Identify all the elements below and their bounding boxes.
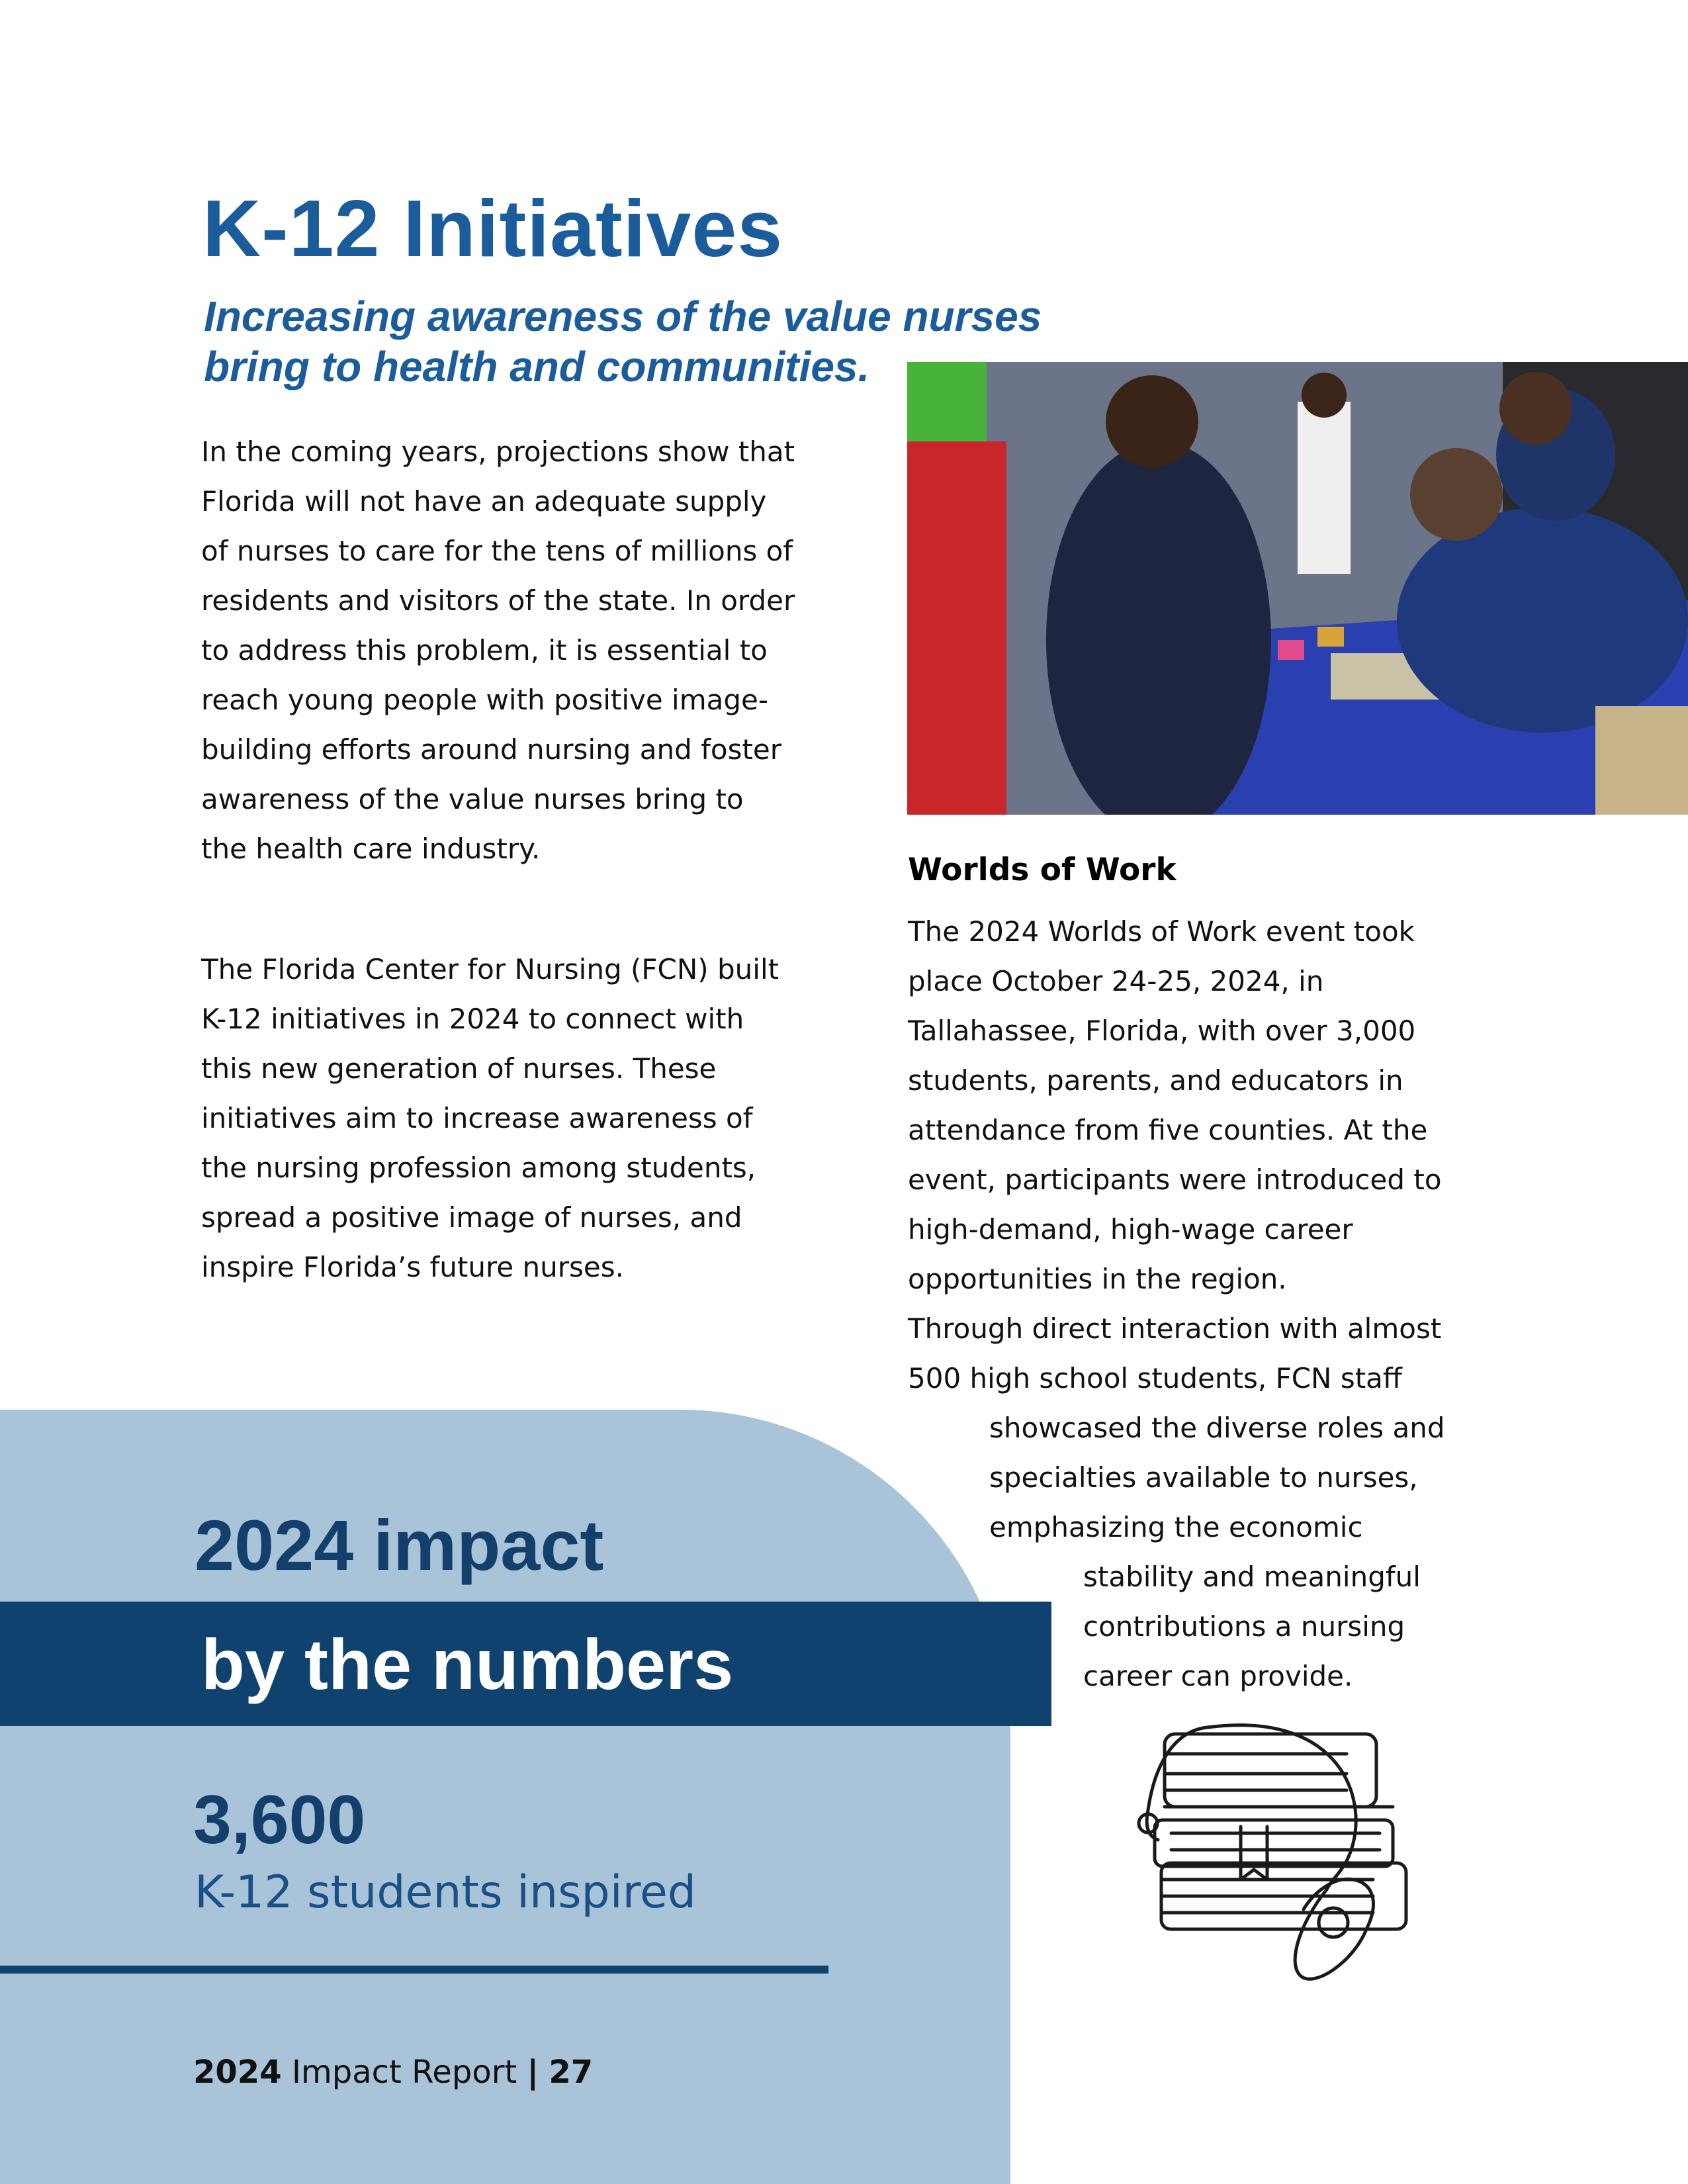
wow-line: career can provide.: [1083, 1660, 1353, 1692]
worlds-of-work-text: [908, 907, 1570, 1701]
wow-line: 500 high school students, FCN staff: [908, 1362, 1402, 1394]
footer-page-number: 27: [549, 2054, 594, 2091]
wow-line: Through direct interaction with almost: [908, 1312, 1442, 1345]
wow-line: attendance from five counties. At the: [908, 1114, 1428, 1146]
wow-line: specialties available to nurses,: [989, 1461, 1418, 1494]
page-subtitle: Increasing awareness of the value nurses bring to health and communities.: [204, 293, 1042, 390]
career-fair-photo: [907, 362, 1688, 815]
footer-year: 2024: [193, 2054, 282, 2091]
wow-line: showcased the diverse roles and: [989, 1412, 1445, 1444]
impact-heading-line-1: 2024 impact: [195, 1505, 604, 1585]
footer-report-name: Impact Report: [291, 2054, 517, 2091]
wow-line: event, participants were introduced to: [908, 1163, 1442, 1196]
wow-line: contributions a nursing: [1083, 1610, 1405, 1643]
wow-line: opportunities in the region.: [908, 1263, 1287, 1295]
page-title: K-12 Initiatives: [202, 183, 783, 273]
worlds-of-work-heading: Worlds of Work: [908, 852, 1177, 888]
stat-label: K-12 students inspired: [195, 1866, 697, 1919]
wow-line: stability and meaningful: [1083, 1561, 1421, 1593]
stat-value: 3,600: [193, 1782, 366, 1858]
wow-line: emphasizing the economic: [989, 1511, 1363, 1543]
intro-paragraph-2: The Florida Center for Nursing (FCN) built K-12 initiatives in 2024 to connect with this new generation of nurses. These initiatives aim to increase awareness of the nursing profession among students, spread a positive image of nurses, and inspire Florida’s future nurses.: [201, 953, 779, 1283]
wow-line: place October 24-25, 2024, in: [908, 965, 1324, 997]
wow-line: students, parents, and educators in: [908, 1064, 1403, 1097]
intro-paragraph-1: In the coming years, projections show that Florida will not have an adequate supply of nurses to care for the tens of millions of residents and visitors of the state. In order to address this problem, it is essential to reach young people with positive image-building efforts around nursing and foster awareness of the value nurses bring to the health care industry.: [201, 435, 795, 865]
wow-line: high-demand, high-wage career: [908, 1213, 1353, 1246]
wow-line: The 2024 Worlds of Work event took: [908, 915, 1415, 948]
divider-rule: [0, 1966, 828, 1974]
books-stethoscope-icon: [1135, 1711, 1413, 1989]
wow-line: Tallahassee, Florida, with over 3,000: [908, 1015, 1416, 1047]
page-footer: [193, 2049, 593, 2095]
impact-heading-line-2: by the numbers: [201, 1624, 734, 1704]
footer-separator: |: [527, 2054, 539, 2091]
